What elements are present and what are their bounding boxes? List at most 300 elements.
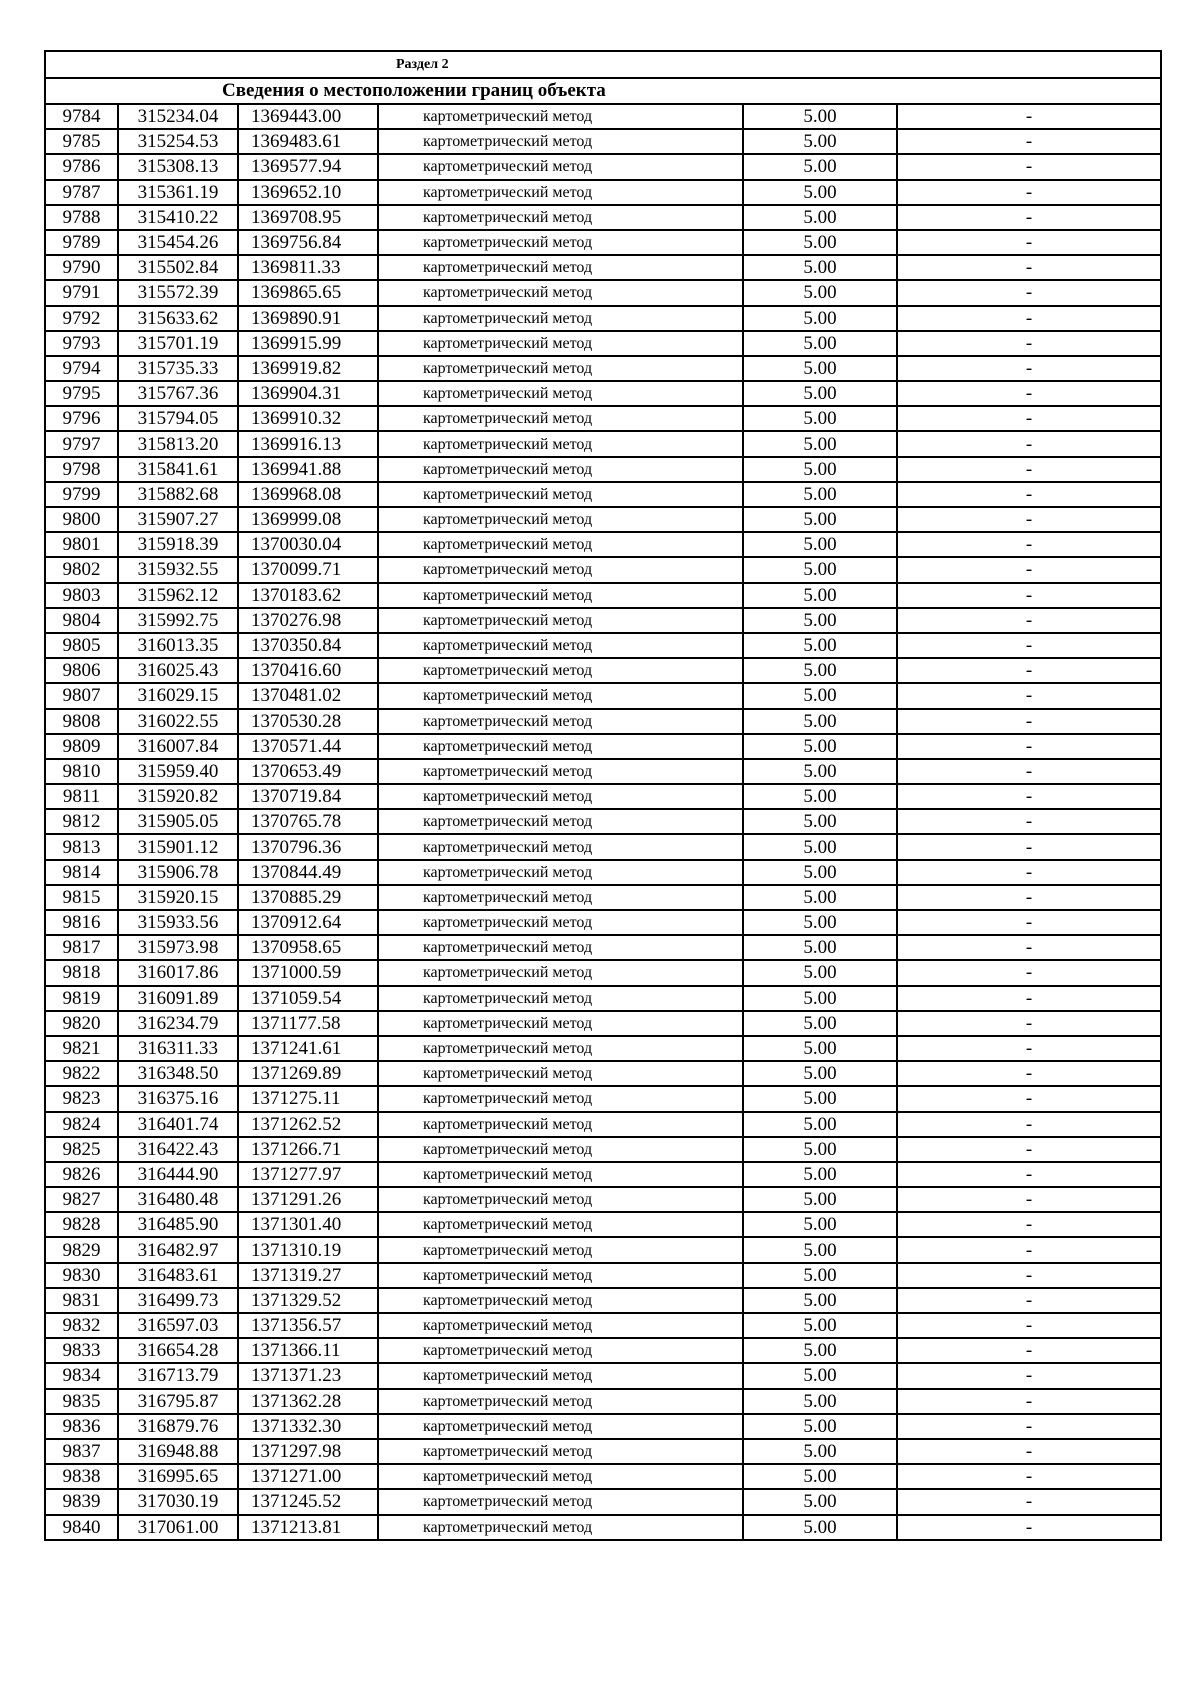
point-number-cell: 9831 bbox=[45, 1288, 118, 1313]
y-coordinate-cell: 1371371.23 bbox=[238, 1363, 378, 1388]
method-cell: картометрический метод bbox=[378, 482, 743, 507]
precision-cell: 5.00 bbox=[743, 935, 897, 960]
y-coordinate-cell: 1371329.52 bbox=[238, 1288, 378, 1313]
y-coordinate-cell: 1370885.29 bbox=[238, 885, 378, 910]
point-number-cell: 9825 bbox=[45, 1137, 118, 1162]
x-coordinate-cell: 315992.75 bbox=[118, 608, 238, 633]
method-cell: картометрический метод bbox=[378, 381, 743, 406]
y-coordinate-cell: 1370958.65 bbox=[238, 935, 378, 960]
table-row bbox=[45, 180, 1161, 205]
x-coordinate-cell: 316091.89 bbox=[118, 986, 238, 1011]
y-coordinate-cell: 1369904.31 bbox=[238, 381, 378, 406]
method-cell: картометрический метод bbox=[378, 1389, 743, 1414]
table-row bbox=[45, 1137, 1161, 1162]
point-number-cell: 9812 bbox=[45, 809, 118, 834]
method-cell: картометрический метод bbox=[378, 834, 743, 859]
description-cell: - bbox=[897, 356, 1161, 381]
y-coordinate-cell: 1369910.32 bbox=[238, 406, 378, 431]
x-coordinate-cell: 315907.27 bbox=[118, 507, 238, 532]
description-cell: - bbox=[897, 1237, 1161, 1262]
point-number-cell: 9785 bbox=[45, 129, 118, 154]
description-cell: - bbox=[897, 683, 1161, 708]
point-number-cell: 9792 bbox=[45, 306, 118, 331]
table-row bbox=[45, 280, 1161, 305]
method-cell: картометрический метод bbox=[378, 431, 743, 456]
table-row bbox=[45, 784, 1161, 809]
precision-cell: 5.00 bbox=[743, 583, 897, 608]
precision-cell: 5.00 bbox=[743, 809, 897, 834]
y-coordinate-cell: 1370530.28 bbox=[238, 709, 378, 734]
description-cell: - bbox=[897, 1086, 1161, 1111]
table-row bbox=[45, 532, 1161, 557]
description-cell: - bbox=[897, 834, 1161, 859]
point-number-cell: 9798 bbox=[45, 457, 118, 482]
y-coordinate-cell: 1369708.95 bbox=[238, 205, 378, 230]
x-coordinate-cell: 316482.97 bbox=[118, 1237, 238, 1262]
y-coordinate-cell: 1369756.84 bbox=[238, 230, 378, 255]
x-coordinate-cell: 316597.03 bbox=[118, 1313, 238, 1338]
precision-cell: 5.00 bbox=[743, 1464, 897, 1489]
precision-cell: 5.00 bbox=[743, 331, 897, 356]
table-row bbox=[45, 1061, 1161, 1086]
x-coordinate-cell: 315308.13 bbox=[118, 154, 238, 179]
x-coordinate-cell: 316007.84 bbox=[118, 734, 238, 759]
precision-cell: 5.00 bbox=[743, 734, 897, 759]
table-row bbox=[45, 885, 1161, 910]
method-cell: картометрический метод bbox=[378, 1086, 743, 1111]
method-cell: картометрический метод bbox=[378, 255, 743, 280]
description-cell: - bbox=[897, 885, 1161, 910]
method-cell: картометрический метод bbox=[378, 583, 743, 608]
method-cell: картометрический метод bbox=[378, 1515, 743, 1540]
precision-cell: 5.00 bbox=[743, 1263, 897, 1288]
table-row bbox=[45, 1112, 1161, 1137]
precision-cell: 5.00 bbox=[743, 834, 897, 859]
x-coordinate-cell: 315905.05 bbox=[118, 809, 238, 834]
precision-cell: 5.00 bbox=[743, 633, 897, 658]
x-coordinate-cell: 315882.68 bbox=[118, 482, 238, 507]
method-cell: картометрический метод bbox=[378, 935, 743, 960]
point-number-cell: 9835 bbox=[45, 1389, 118, 1414]
method-cell: картометрический метод bbox=[378, 1338, 743, 1363]
description-cell: - bbox=[897, 583, 1161, 608]
x-coordinate-cell: 316480.48 bbox=[118, 1187, 238, 1212]
method-cell: картометрический метод bbox=[378, 1489, 743, 1514]
y-coordinate-cell: 1370030.04 bbox=[238, 532, 378, 557]
table-row bbox=[45, 1187, 1161, 1212]
precision-cell: 5.00 bbox=[743, 784, 897, 809]
point-number-cell: 9799 bbox=[45, 482, 118, 507]
method-cell: картометрический метод bbox=[378, 910, 743, 935]
point-number-cell: 9828 bbox=[45, 1212, 118, 1237]
y-coordinate-cell: 1371059.54 bbox=[238, 986, 378, 1011]
x-coordinate-cell: 316995.65 bbox=[118, 1464, 238, 1489]
description-cell: - bbox=[897, 1162, 1161, 1187]
x-coordinate-cell: 316025.43 bbox=[118, 658, 238, 683]
table-row bbox=[45, 129, 1161, 154]
y-coordinate-cell: 1371291.26 bbox=[238, 1187, 378, 1212]
y-coordinate-cell: 1371301.40 bbox=[238, 1212, 378, 1237]
x-coordinate-cell: 316795.87 bbox=[118, 1389, 238, 1414]
y-coordinate-cell: 1370844.49 bbox=[238, 860, 378, 885]
table-row bbox=[45, 1036, 1161, 1061]
method-cell: картометрический метод bbox=[378, 104, 743, 129]
description-cell: - bbox=[897, 205, 1161, 230]
description-cell: - bbox=[897, 230, 1161, 255]
precision-cell: 5.00 bbox=[743, 1036, 897, 1061]
y-coordinate-cell: 1369652.10 bbox=[238, 180, 378, 205]
precision-cell: 5.00 bbox=[743, 960, 897, 985]
point-number-cell: 9830 bbox=[45, 1263, 118, 1288]
description-cell: - bbox=[897, 633, 1161, 658]
y-coordinate-cell: 1370653.49 bbox=[238, 759, 378, 784]
method-cell: картометрический метод bbox=[378, 532, 743, 557]
x-coordinate-cell: 316022.55 bbox=[118, 709, 238, 734]
point-number-cell: 9822 bbox=[45, 1061, 118, 1086]
x-coordinate-cell: 315234.04 bbox=[118, 104, 238, 129]
x-coordinate-cell: 315454.26 bbox=[118, 230, 238, 255]
y-coordinate-cell: 1369968.08 bbox=[238, 482, 378, 507]
x-coordinate-cell: 316485.90 bbox=[118, 1212, 238, 1237]
table-title: Сведения о местоположении границ объекта bbox=[45, 78, 1161, 104]
table-row bbox=[45, 104, 1161, 129]
point-number-cell: 9818 bbox=[45, 960, 118, 985]
method-cell: картометрический метод bbox=[378, 507, 743, 532]
method-cell: картометрический метод bbox=[378, 1036, 743, 1061]
method-cell: картометрический метод bbox=[378, 1162, 743, 1187]
point-number-cell: 9814 bbox=[45, 860, 118, 885]
description-cell: - bbox=[897, 1112, 1161, 1137]
precision-cell: 5.00 bbox=[743, 658, 897, 683]
description-cell: - bbox=[897, 1061, 1161, 1086]
y-coordinate-cell: 1371245.52 bbox=[238, 1489, 378, 1514]
x-coordinate-cell: 315767.36 bbox=[118, 381, 238, 406]
x-coordinate-cell: 316948.88 bbox=[118, 1439, 238, 1464]
point-number-cell: 9829 bbox=[45, 1237, 118, 1262]
point-number-cell: 9786 bbox=[45, 154, 118, 179]
y-coordinate-cell: 1369916.13 bbox=[238, 431, 378, 456]
table-row bbox=[45, 1212, 1161, 1237]
y-coordinate-cell: 1369890.91 bbox=[238, 306, 378, 331]
x-coordinate-cell: 315794.05 bbox=[118, 406, 238, 431]
precision-cell: 5.00 bbox=[743, 759, 897, 784]
y-coordinate-cell: 1370099.71 bbox=[238, 557, 378, 582]
precision-cell: 5.00 bbox=[743, 1212, 897, 1237]
table-row bbox=[45, 633, 1161, 658]
method-cell: картометрический метод bbox=[378, 356, 743, 381]
method-cell: картометрический метод bbox=[378, 734, 743, 759]
y-coordinate-cell: 1371310.19 bbox=[238, 1237, 378, 1262]
description-cell: - bbox=[897, 255, 1161, 280]
point-number-cell: 9821 bbox=[45, 1036, 118, 1061]
precision-cell: 5.00 bbox=[743, 860, 897, 885]
description-cell: - bbox=[897, 104, 1161, 129]
x-coordinate-cell: 316348.50 bbox=[118, 1061, 238, 1086]
table-row bbox=[45, 306, 1161, 331]
x-coordinate-cell: 315906.78 bbox=[118, 860, 238, 885]
y-coordinate-cell: 1371177.58 bbox=[238, 1011, 378, 1036]
x-coordinate-cell: 315841.61 bbox=[118, 457, 238, 482]
x-coordinate-cell: 315701.19 bbox=[118, 331, 238, 356]
y-coordinate-cell: 1370719.84 bbox=[238, 784, 378, 809]
method-cell: картометрический метод bbox=[378, 759, 743, 784]
table-row bbox=[45, 1313, 1161, 1338]
point-number-cell: 9794 bbox=[45, 356, 118, 381]
description-cell: - bbox=[897, 406, 1161, 431]
description-cell: - bbox=[897, 557, 1161, 582]
point-number-cell: 9784 bbox=[45, 104, 118, 129]
description-cell: - bbox=[897, 1389, 1161, 1414]
x-coordinate-cell: 315933.56 bbox=[118, 910, 238, 935]
table-row bbox=[45, 331, 1161, 356]
x-coordinate-cell: 316879.76 bbox=[118, 1414, 238, 1439]
table-row bbox=[45, 1237, 1161, 1262]
description-cell: - bbox=[897, 734, 1161, 759]
method-cell: картометрический метод bbox=[378, 306, 743, 331]
precision-cell: 5.00 bbox=[743, 104, 897, 129]
method-cell: картометрический метод bbox=[378, 331, 743, 356]
y-coordinate-cell: 1371000.59 bbox=[238, 960, 378, 985]
table-row bbox=[45, 154, 1161, 179]
method-cell: картометрический метод bbox=[378, 1011, 743, 1036]
method-cell: картометрический метод bbox=[378, 960, 743, 985]
x-coordinate-cell: 316311.33 bbox=[118, 1036, 238, 1061]
table-row bbox=[45, 1288, 1161, 1313]
y-coordinate-cell: 1370276.98 bbox=[238, 608, 378, 633]
method-cell: картометрический метод bbox=[378, 683, 743, 708]
x-coordinate-cell: 317030.19 bbox=[118, 1489, 238, 1514]
point-number-cell: 9816 bbox=[45, 910, 118, 935]
y-coordinate-cell: 1371277.97 bbox=[238, 1162, 378, 1187]
method-cell: картометрический метод bbox=[378, 457, 743, 482]
method-cell: картометрический метод bbox=[378, 809, 743, 834]
x-coordinate-cell: 315813.20 bbox=[118, 431, 238, 456]
method-cell: картометрический метод bbox=[378, 709, 743, 734]
point-number-cell: 9807 bbox=[45, 683, 118, 708]
precision-cell: 5.00 bbox=[743, 683, 897, 708]
x-coordinate-cell: 316499.73 bbox=[118, 1288, 238, 1313]
description-cell: - bbox=[897, 532, 1161, 557]
description-cell: - bbox=[897, 910, 1161, 935]
y-coordinate-cell: 1370765.78 bbox=[238, 809, 378, 834]
section-header-row bbox=[45, 51, 1161, 78]
description-cell: - bbox=[897, 1464, 1161, 1489]
table-row bbox=[45, 1263, 1161, 1288]
precision-cell: 5.00 bbox=[743, 1137, 897, 1162]
description-cell: - bbox=[897, 457, 1161, 482]
point-number-cell: 9797 bbox=[45, 431, 118, 456]
point-number-cell: 9840 bbox=[45, 1515, 118, 1540]
x-coordinate-cell: 315918.39 bbox=[118, 532, 238, 557]
precision-cell: 5.00 bbox=[743, 608, 897, 633]
description-cell: - bbox=[897, 331, 1161, 356]
table-row bbox=[45, 205, 1161, 230]
y-coordinate-cell: 1370796.36 bbox=[238, 834, 378, 859]
precision-cell: 5.00 bbox=[743, 306, 897, 331]
table-row bbox=[45, 986, 1161, 1011]
description-cell: - bbox=[897, 1288, 1161, 1313]
table-row bbox=[45, 1363, 1161, 1388]
point-number-cell: 9834 bbox=[45, 1363, 118, 1388]
method-cell: картометрический метод bbox=[378, 557, 743, 582]
description-cell: - bbox=[897, 1011, 1161, 1036]
y-coordinate-cell: 1369915.99 bbox=[238, 331, 378, 356]
method-cell: картометрический метод bbox=[378, 1112, 743, 1137]
precision-cell: 5.00 bbox=[743, 1389, 897, 1414]
description-cell: - bbox=[897, 759, 1161, 784]
point-number-cell: 9802 bbox=[45, 557, 118, 582]
y-coordinate-cell: 1370350.84 bbox=[238, 633, 378, 658]
method-cell: картометрический метод bbox=[378, 1363, 743, 1388]
precision-cell: 5.00 bbox=[743, 1162, 897, 1187]
description-cell: - bbox=[897, 1515, 1161, 1540]
x-coordinate-cell: 316483.61 bbox=[118, 1263, 238, 1288]
point-number-cell: 9801 bbox=[45, 532, 118, 557]
y-coordinate-cell: 1371356.57 bbox=[238, 1313, 378, 1338]
y-coordinate-cell: 1369811.33 bbox=[238, 255, 378, 280]
y-coordinate-cell: 1371297.98 bbox=[238, 1439, 378, 1464]
table-row bbox=[45, 1489, 1161, 1514]
point-number-cell: 9793 bbox=[45, 331, 118, 356]
method-cell: картометрический метод bbox=[378, 633, 743, 658]
description-cell: - bbox=[897, 280, 1161, 305]
precision-cell: 5.00 bbox=[743, 482, 897, 507]
description-cell: - bbox=[897, 1263, 1161, 1288]
table-row bbox=[45, 1389, 1161, 1414]
point-number-cell: 9808 bbox=[45, 709, 118, 734]
method-cell: картометрический метод bbox=[378, 1212, 743, 1237]
point-number-cell: 9804 bbox=[45, 608, 118, 633]
x-coordinate-cell: 315633.62 bbox=[118, 306, 238, 331]
x-coordinate-cell: 315962.12 bbox=[118, 583, 238, 608]
method-cell: картометрический метод bbox=[378, 180, 743, 205]
table-row bbox=[45, 1515, 1161, 1540]
table-row bbox=[45, 406, 1161, 431]
precision-cell: 5.00 bbox=[743, 557, 897, 582]
x-coordinate-cell: 316029.15 bbox=[118, 683, 238, 708]
table-row bbox=[45, 1011, 1161, 1036]
y-coordinate-cell: 1371332.30 bbox=[238, 1414, 378, 1439]
y-coordinate-cell: 1370912.64 bbox=[238, 910, 378, 935]
table-row bbox=[45, 1464, 1161, 1489]
method-cell: картометрический метод bbox=[378, 1263, 743, 1288]
precision-cell: 5.00 bbox=[743, 457, 897, 482]
precision-cell: 5.00 bbox=[743, 129, 897, 154]
x-coordinate-cell: 315410.22 bbox=[118, 205, 238, 230]
precision-cell: 5.00 bbox=[743, 709, 897, 734]
method-cell: картометрический метод bbox=[378, 658, 743, 683]
method-cell: картометрический метод bbox=[378, 154, 743, 179]
table-row bbox=[45, 960, 1161, 985]
table-row bbox=[45, 1162, 1161, 1187]
point-number-cell: 9806 bbox=[45, 658, 118, 683]
x-coordinate-cell: 315901.12 bbox=[118, 834, 238, 859]
x-coordinate-cell: 316013.35 bbox=[118, 633, 238, 658]
x-coordinate-cell: 315973.98 bbox=[118, 935, 238, 960]
x-coordinate-cell: 317061.00 bbox=[118, 1515, 238, 1540]
y-coordinate-cell: 1370571.44 bbox=[238, 734, 378, 759]
precision-cell: 5.00 bbox=[743, 406, 897, 431]
point-number-cell: 9791 bbox=[45, 280, 118, 305]
point-number-cell: 9837 bbox=[45, 1439, 118, 1464]
point-number-cell: 9805 bbox=[45, 633, 118, 658]
point-number-cell: 9836 bbox=[45, 1414, 118, 1439]
y-coordinate-cell: 1371213.81 bbox=[238, 1515, 378, 1540]
point-number-cell: 9820 bbox=[45, 1011, 118, 1036]
x-coordinate-cell: 315735.33 bbox=[118, 356, 238, 381]
description-cell: - bbox=[897, 608, 1161, 633]
table-row bbox=[45, 557, 1161, 582]
y-coordinate-cell: 1371319.27 bbox=[238, 1263, 378, 1288]
description-cell: - bbox=[897, 935, 1161, 960]
x-coordinate-cell: 315572.39 bbox=[118, 280, 238, 305]
y-coordinate-cell: 1371271.00 bbox=[238, 1464, 378, 1489]
x-coordinate-cell: 316401.74 bbox=[118, 1112, 238, 1137]
y-coordinate-cell: 1369919.82 bbox=[238, 356, 378, 381]
point-number-cell: 9827 bbox=[45, 1187, 118, 1212]
description-cell: - bbox=[897, 986, 1161, 1011]
y-coordinate-cell: 1371266.71 bbox=[238, 1137, 378, 1162]
x-coordinate-cell: 315920.15 bbox=[118, 885, 238, 910]
precision-cell: 5.00 bbox=[743, 1338, 897, 1363]
y-coordinate-cell: 1370416.60 bbox=[238, 658, 378, 683]
x-coordinate-cell: 316375.16 bbox=[118, 1086, 238, 1111]
y-coordinate-cell: 1369443.00 bbox=[238, 104, 378, 129]
table-row bbox=[45, 608, 1161, 633]
x-coordinate-cell: 315361.19 bbox=[118, 180, 238, 205]
point-number-cell: 9824 bbox=[45, 1112, 118, 1137]
description-cell: - bbox=[897, 306, 1161, 331]
description-cell: - bbox=[897, 129, 1161, 154]
precision-cell: 5.00 bbox=[743, 532, 897, 557]
y-coordinate-cell: 1369941.88 bbox=[238, 457, 378, 482]
precision-cell: 5.00 bbox=[743, 154, 897, 179]
table-row bbox=[45, 860, 1161, 885]
precision-cell: 5.00 bbox=[743, 431, 897, 456]
table-row bbox=[45, 482, 1161, 507]
description-cell: - bbox=[897, 1363, 1161, 1388]
table-row bbox=[45, 1086, 1161, 1111]
precision-cell: 5.00 bbox=[743, 1086, 897, 1111]
point-number-cell: 9823 bbox=[45, 1086, 118, 1111]
description-cell: - bbox=[897, 154, 1161, 179]
description-cell: - bbox=[897, 1187, 1161, 1212]
point-number-cell: 9795 bbox=[45, 381, 118, 406]
table-row bbox=[45, 683, 1161, 708]
section-label: Раздел 2 bbox=[45, 51, 1161, 78]
precision-cell: 5.00 bbox=[743, 230, 897, 255]
point-number-cell: 9838 bbox=[45, 1464, 118, 1489]
table-row bbox=[45, 457, 1161, 482]
point-number-cell: 9813 bbox=[45, 834, 118, 859]
precision-cell: 5.00 bbox=[743, 1515, 897, 1540]
y-coordinate-cell: 1370481.02 bbox=[238, 683, 378, 708]
description-cell: - bbox=[897, 709, 1161, 734]
precision-cell: 5.00 bbox=[743, 1414, 897, 1439]
x-coordinate-cell: 316422.43 bbox=[118, 1137, 238, 1162]
description-cell: - bbox=[897, 784, 1161, 809]
table-row bbox=[45, 834, 1161, 859]
precision-cell: 5.00 bbox=[743, 1313, 897, 1338]
method-cell: картометрический метод bbox=[378, 1237, 743, 1262]
description-cell: - bbox=[897, 809, 1161, 834]
method-cell: картометрический метод bbox=[378, 1464, 743, 1489]
point-number-cell: 9839 bbox=[45, 1489, 118, 1514]
description-cell: - bbox=[897, 960, 1161, 985]
table-row bbox=[45, 709, 1161, 734]
description-cell: - bbox=[897, 1137, 1161, 1162]
method-cell: картометрический метод bbox=[378, 129, 743, 154]
